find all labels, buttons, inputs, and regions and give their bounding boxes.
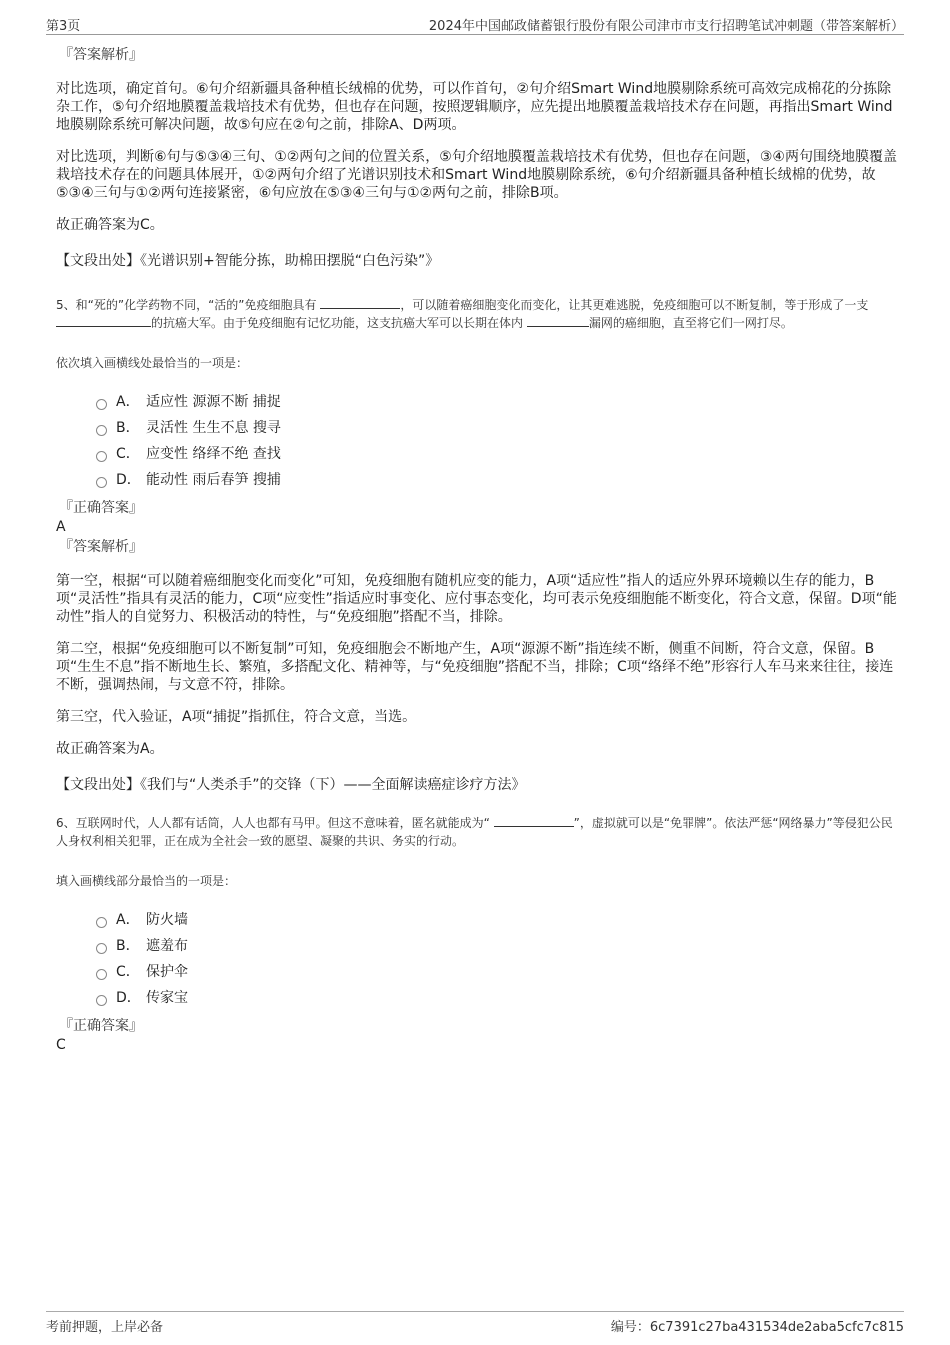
q5-analysis-label: 『答案解析』 [59, 539, 143, 555]
q6-blank-1 [494, 814, 574, 827]
q6-option-c[interactable]: C． 保护伞 [96, 958, 898, 984]
q5-option-a[interactable]: A． 适应性 源源不断 捕捉 [96, 388, 898, 414]
radio-icon[interactable] [96, 425, 107, 436]
q5-source: 【文段出处】《我们与“人类杀手”的交锋（下）——全面解读癌症诊疗方法》 [56, 777, 526, 793]
q4-source: 【文段出处】《光谱识别+智能分拣，助棉田摆脱“白色污染”》 [56, 253, 440, 269]
radio-icon[interactable] [96, 451, 107, 462]
q5-option-b[interactable]: B． 灵活性 生生不息 搜寻 [96, 414, 898, 440]
radio-icon[interactable] [96, 917, 107, 928]
radio-icon[interactable] [96, 399, 107, 410]
page-number: 第3页 [46, 19, 81, 34]
document-id: 编号：6c7391c27ba431534de2aba5cfc7c815 [610, 1320, 904, 1335]
q5-blank-3 [527, 314, 589, 327]
footer-slogan: 考前押题，上岸必备 [46, 1320, 164, 1335]
q6-stem [56, 814, 898, 850]
q4-analysis-paragraph-2: 对比选项，判断⑥句与⑤③④三句、①②两句之间的位置关系，⑤句介绍地膜覆盖栽培技术有优势，但也存在问题，③④两句围绕地膜覆盖栽培技术存在的问题具体展开，①②两句介绍了光谱识别技术和Smart Wind地膜剔除系统，⑥句介绍新疆具备种植长绒棉的优势，故⑤③④三句与①②两句连接紧密，⑥句应放在⑤③④三句与①②两句之前，排除B项。 [56, 149, 897, 201]
q5-answer-label: 『正确答案』 [59, 500, 143, 516]
q6-answer: C [56, 1037, 66, 1053]
q6-stem-part-2: ”，虚拟就可以是“免罪牌”。依法严惩“网络暴力”等侵犯公民人身权利相关犯罪，正在成为全社会一致的愿望、凝聚的共识、务实的行动。 [56, 816, 893, 848]
q6-options [96, 906, 898, 1010]
q5-option-d[interactable]: D． 能动性 雨后春笋 搜捕 [96, 466, 898, 492]
q5-answer: A [56, 519, 66, 535]
q5-stem-part-2: ，可以随着癌细胞变化而变化，让其更难逃脱，免疫细胞可以不断复制，等于形成了一支 [400, 298, 869, 312]
q5-stem [56, 296, 898, 332]
q6-option-b[interactable]: B． 遮羞布 [96, 932, 898, 958]
q4-analysis-paragraph-1: 对比选项，确定首句。⑥句介绍新疆具备种植长绒棉的优势，可以作首句，②句介绍Smart Wind地膜剔除系统可高效完成棉花的分拣除杂工作，⑤句介绍地膜覆盖栽培技术有优势，但也存在问题，按照逻辑顺序，应先提出地膜覆盖栽培技术存在问题，再指出Smart Wind地膜剔除系统可解决问题，故⑤句应在②句之前，排除A、D两项。 [56, 81, 893, 133]
q5-analysis-paragraph-2: 第二空，根据“免疫细胞可以不断复制”可知，免疫细胞会不断地产生，A项“源源不断”指连续不断，侧重不间断，符合文意，保留。B项“生生不息”指不断地生长、繁殖，多搭配文化、精神等，与“免疫细胞”搭配不当，排除；C项“络绎不绝”形容行人车马来来往往，接连不断，强调热闹，与文意不符，排除。 [56, 641, 894, 693]
q5-stem-part-3: 的抗癌大军。由于免疫细胞有记忆功能，这支抗癌大军可以长期在体内 [151, 316, 527, 330]
document-title: 2024年中国邮政储蓄银行股份有限公司津市市支行招聘笔试冲刺题（带答案解析） [428, 19, 904, 34]
q5-stem-part-4: 漏网的癌细胞，直至将它们一网打尽。 [588, 316, 793, 330]
q6-option-d[interactable]: D． 传家宝 [96, 984, 898, 1010]
q4-conclusion: 故正确答案为C。 [56, 217, 164, 233]
q5-option-c[interactable]: C． 应变性 络绎不绝 查找 [96, 440, 898, 466]
page-header [46, 14, 904, 35]
q5-analysis-paragraph-1: 第一空，根据“可以随着癌细胞变化而变化”可知，免疫细胞有随机应变的能力，A项“适应性”指人的适应外界环境赖以生存的能力，B项“灵活性”指具有灵活的能力，C项“应变性”指适应时事变化、应付事态变化，均可表示免疫细胞能不断变化，符合文意，保留。D项“能动性”指人的自觉努力、积极活动的特性，与“免疫细胞”搭配不当，排除。 [56, 573, 897, 625]
page-content [56, 44, 898, 1054]
q5-analysis-paragraph-3: 第三空，代入验证，A项“捕捉”指抓住，符合文意，当选。 [56, 709, 417, 725]
page-footer [46, 1311, 904, 1336]
radio-icon[interactable] [96, 995, 107, 1006]
q5-options [96, 388, 898, 492]
q6-instruction: 填入画横线部分最恰当的一项是： [56, 874, 237, 888]
radio-icon[interactable] [96, 969, 107, 980]
q6-option-a[interactable]: A． 防火墙 [96, 906, 898, 932]
q5-instruction: 依次填入画横线处最恰当的一项是： [56, 356, 249, 370]
q5-stem-part-1: 5、和“死的”化学药物不同，“活的”免疫细胞具有 [56, 298, 321, 312]
q5-blank-2 [56, 314, 151, 327]
q4-analysis-label: 『答案解析』 [59, 47, 143, 63]
radio-icon[interactable] [96, 943, 107, 954]
q6-answer-label: 『正确答案』 [59, 1018, 143, 1034]
q5-blank-1 [320, 296, 400, 309]
radio-icon[interactable] [96, 477, 107, 488]
q5-conclusion: 故正确答案为A。 [56, 741, 164, 757]
q6-stem-part-1: 6、互联网时代，人人都有话筒，人人也都有马甲。但这不意味着，匿名就能成为“ [56, 816, 494, 830]
